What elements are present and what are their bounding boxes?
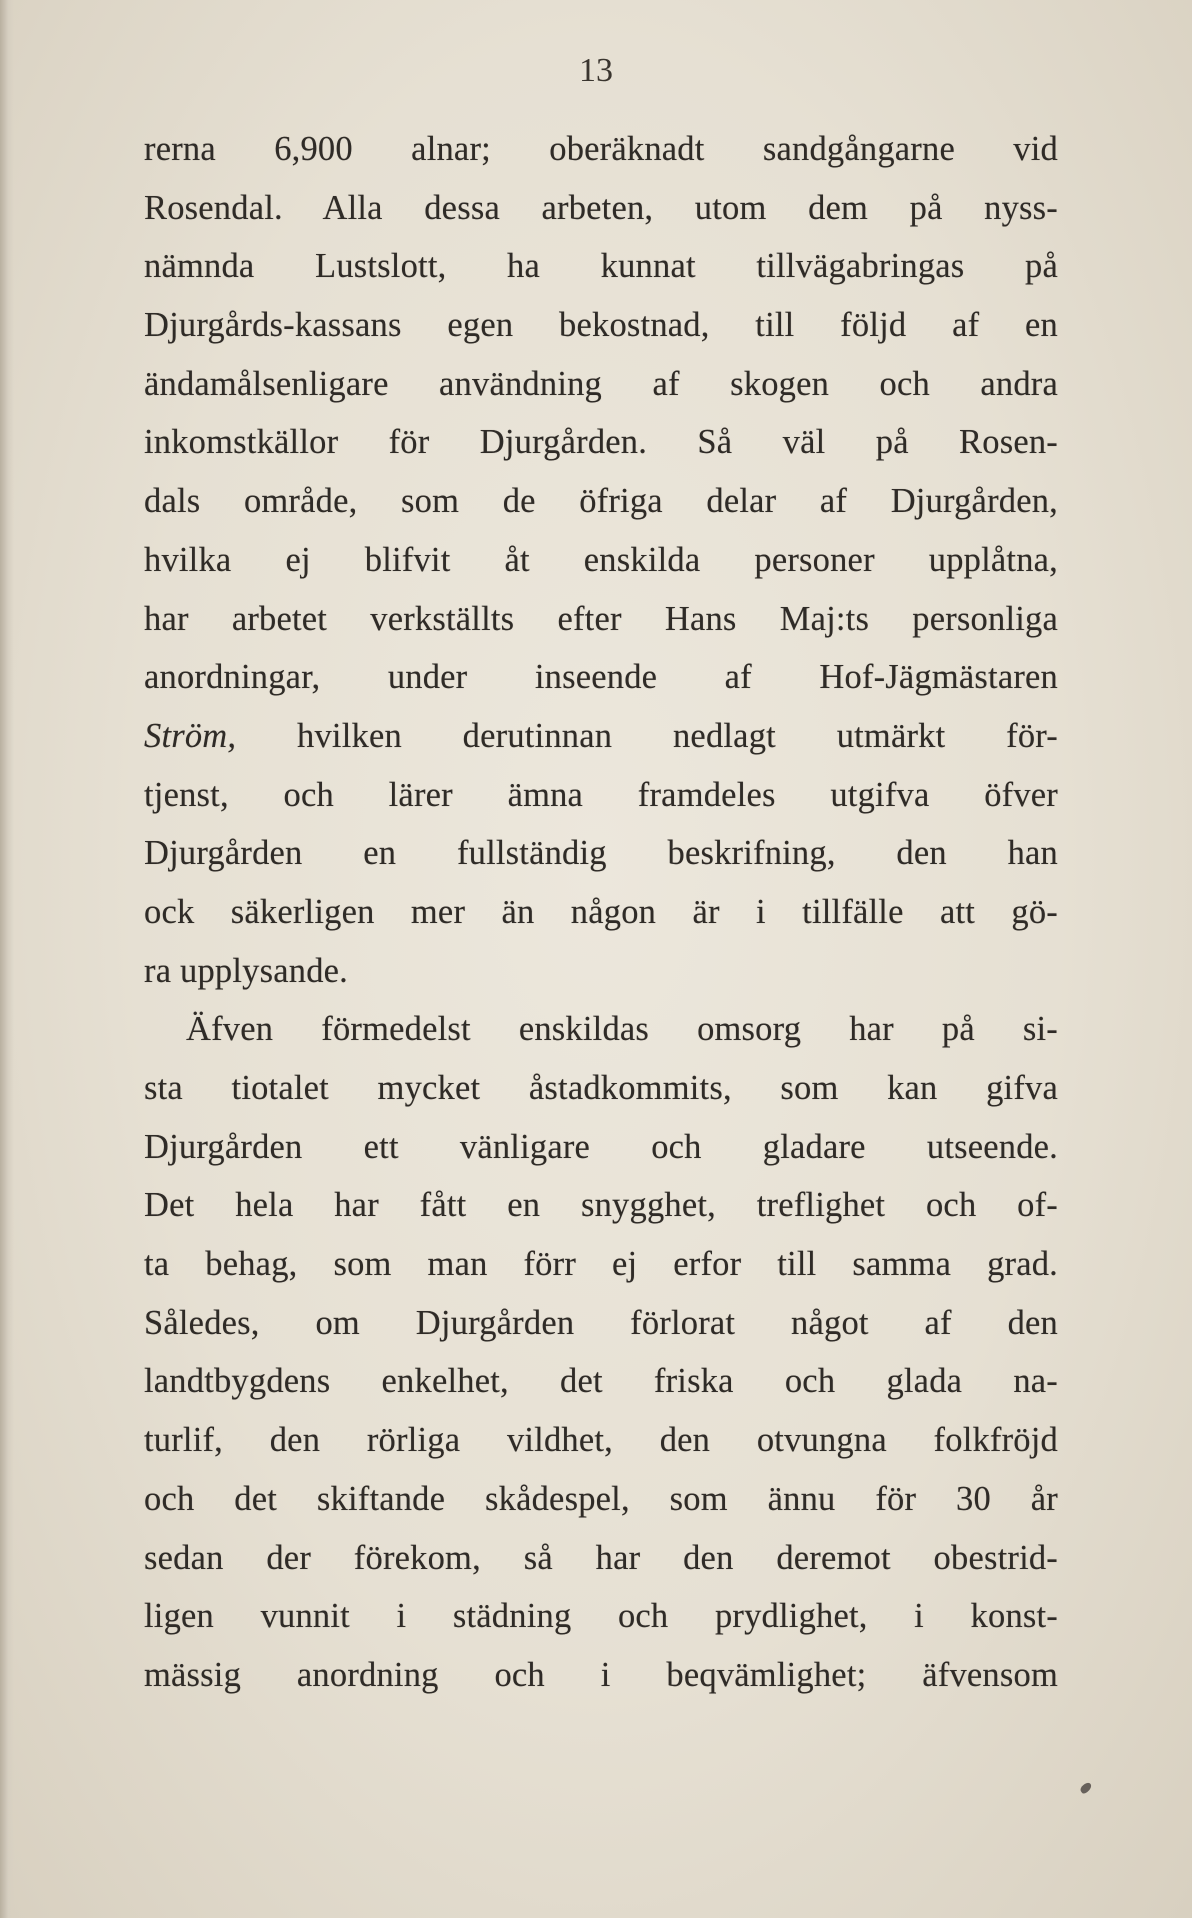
page-number: 13: [579, 52, 613, 89]
text-line: ligen vunnit i städning och prydlighet, i konst-: [144, 1597, 1058, 1636]
text-line: dals område, som de öfriga delar af Djurgården,: [144, 482, 1058, 521]
text-line: sta tiotalet mycket åstadkommits, som kan gifva: [144, 1069, 1058, 1107]
italic-name: Ström,: [144, 716, 237, 755]
body-text: [144, 120, 1058, 1705]
text-line: anordningar, under inseende af Hof-Jägmästaren: [144, 658, 1058, 697]
text-line: har arbetet verkställts efter Hans Maj:ts personliga: [144, 599, 1058, 638]
text-line: ta behag, som man förr ej erfor till samma grad.: [144, 1245, 1058, 1284]
text-line-rest: hvilken derutinnan nedlagt utmärkt för-: [297, 716, 1058, 755]
text-line: [144, 707, 1058, 766]
text-line: Således, om Djurgården förlorat något af den: [144, 1303, 1058, 1342]
ink-smudge: [1079, 1781, 1093, 1794]
text-line: inkomstkällor för Djurgården. Så väl på Rosen-: [144, 423, 1058, 462]
text-line: tjenst, och lärer ämna framdeles utgifva öfver: [144, 775, 1058, 814]
text-line: hvilka ej blifvit åt enskilda personer upplåtna,: [144, 540, 1058, 579]
text-line: och det skiftande skådespel, som ännu för 30 år: [144, 1479, 1058, 1518]
page-binding-edge: [0, 0, 14, 1918]
text-line: sedan der förekom, så har den deremot obestrid-: [144, 1538, 1058, 1577]
text-line: Djurgården en fullständig beskrifning, den han: [144, 834, 1058, 873]
text-line: nämnda Lustslott, ha kunnat tillvägabringas på: [144, 247, 1058, 286]
text-line: Det hela har fått en snygghet, treflighet och of-: [144, 1186, 1058, 1225]
text-line: ändamålsenligare användning af skogen och andra: [144, 364, 1058, 403]
text-line: Djurgården ett vänligare och gladare utseende.: [144, 1127, 1058, 1166]
text-line: ock säkerligen mer än någon är i tillfälle att gö-: [144, 892, 1058, 931]
text-line: mässig anordning och i beqvämlighet; äfvensom: [144, 1655, 1058, 1694]
text-line: landtbygdens enkelhet, det friska och glada na-: [144, 1362, 1058, 1401]
text-line: turlif, den rörliga vildhet, den otvungna folkfröjd: [144, 1421, 1058, 1460]
text-line: rerna 6,900 alnar; oberäknadt sandgångarne vid: [144, 130, 1058, 168]
text-line: Rosendal. Alla dessa arbeten, utom dem på nyss-: [144, 188, 1058, 227]
text-line: ra upplysande.: [144, 951, 348, 990]
text-line: Äfven förmedelst enskildas omsorg har på si-: [186, 1010, 1058, 1049]
text-line: Djurgårds-kassans egen bekostnad, till följd af en: [144, 306, 1058, 345]
